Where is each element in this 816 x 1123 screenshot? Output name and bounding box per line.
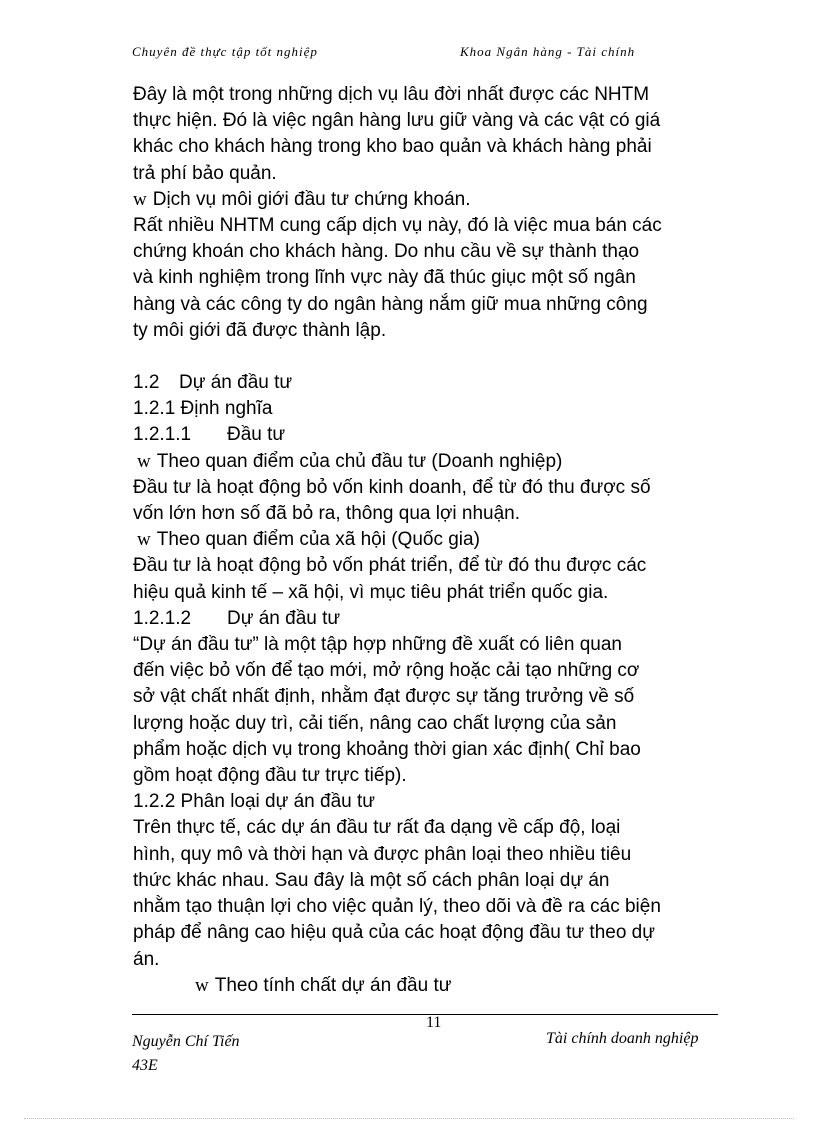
- text-line: nhằm tạo thuận lợi cho việc quản lý, theo dõi và đề ra các biện: [133, 896, 661, 918]
- section-heading: [133, 606, 753, 632]
- section-title: Phân loại dự án đầu tư: [180, 791, 376, 813]
- section-heading: [133, 789, 753, 815]
- text-line: hàng và các công ty do ngân hàng nắm giữ mua những công: [133, 293, 648, 315]
- text-line: khác cho khách hàng trong kho bao quản và khách hàng phải: [133, 136, 652, 158]
- section-number: 1.2.2: [133, 791, 176, 813]
- section-number: 1.2.1.1: [133, 424, 192, 446]
- text-line: Trên thực tế, các dự án đầu tư rất đa dạng về cấp độ, loại: [133, 817, 621, 839]
- text-line: án.: [133, 948, 160, 970]
- footer-divider: [132, 1014, 718, 1015]
- section-title: Dự án đầu tư: [179, 372, 293, 394]
- text-line: sở vật chất nhất định, nhằm đạt được sự tăng trưởng về số: [133, 686, 635, 708]
- bullet-text: Theo quan điểm của chủ đầu tư (Doanh nghiệp): [156, 450, 563, 472]
- bullet-line: [133, 973, 753, 999]
- header-right: Khoa Ngân hàng - Tài chính: [460, 44, 636, 59]
- footer-author: Nguyễn Chí Tiến: [132, 1033, 240, 1050]
- section-title: Định nghĩa: [180, 398, 273, 420]
- text-line: Đầu tư là hoạt động bỏ vốn phát triển, để từ đó thu được các: [133, 555, 647, 577]
- footer-class: 43E: [132, 1057, 158, 1074]
- bullet-icon: w: [137, 450, 151, 472]
- text-line: thức khác nhau. Sau đây là một số cách phân loại dự án: [133, 869, 610, 891]
- section-number: 1.2.1.2: [133, 607, 192, 629]
- bullet-icon: w: [137, 529, 151, 551]
- text-line: gồm hoạt động đầu tư trực tiếp).: [133, 765, 407, 787]
- text-line: pháp để nâng cao hiệu quả của các hoạt động đầu tư theo dự: [133, 922, 655, 944]
- bullet-text: Theo tính chất dự án đầu tư: [214, 974, 452, 996]
- text-line: chứng khoán cho khách hàng. Do nhu cầu về sự thành thạo: [133, 241, 640, 263]
- text-line: phẩm hoặc dịch vụ trong khoảng thời gian xác định( Chỉ bao: [133, 738, 641, 760]
- section-title: Dự án đầu tư: [227, 607, 341, 629]
- bullet-line: [133, 449, 753, 475]
- text-line: thực hiện. Đó là việc ngân hàng lưu giữ vàng và các vật có giá: [133, 110, 661, 132]
- bullet-line: [133, 187, 753, 213]
- text-line: vốn lớn hơn số đã bỏ ra, thông qua lợi nhuận.: [133, 503, 521, 525]
- section-heading: [133, 370, 753, 396]
- text-line: Đây là một trong những dịch vụ lâu đời nhất được các NHTM: [133, 84, 650, 105]
- section-number: 1.2.1: [133, 398, 176, 420]
- text-line: hiệu quả kinh tế – xã hội, vì mục tiêu phát triển quốc gia.: [133, 581, 609, 603]
- text-line: “Dự án đầu tư” là một tập hợp những đề xuất có liên quan: [133, 634, 622, 656]
- header-left: Chuyên đề thực tập tốt nghiệp: [132, 44, 318, 59]
- document-body: [133, 82, 753, 999]
- footer-major: Tài chính doanh nghiệp: [546, 1030, 699, 1047]
- section-title: Đầu tư: [227, 424, 286, 446]
- blank-line: [133, 344, 753, 370]
- bullet-text: Dịch vụ môi giới đầu tư chứng khoán.: [152, 188, 471, 210]
- bullet-icon: w: [195, 974, 209, 996]
- bullet-line: [133, 527, 753, 553]
- text-line: đến việc bỏ vốn để tạo mới, mở rộng hoặc cải tạo những cơ: [133, 660, 640, 682]
- section-heading: [133, 396, 753, 422]
- page-number: 11: [426, 1014, 442, 1031]
- page-edge-divider: [24, 1118, 794, 1119]
- bullet-icon: w: [133, 188, 147, 210]
- text-line: hình, quy mô và thời hạn và được phân loại theo nhiều tiêu: [133, 843, 632, 865]
- section-number: 1.2: [133, 372, 160, 394]
- text-line: lượng hoặc duy trì, cải tiến, nâng cao chất lượng của sản: [133, 712, 617, 734]
- text-line: và kinh nghiệm trong lĩnh vực này đã thúc giục một số ngân: [133, 267, 636, 289]
- text-line: Rất nhiều NHTM cung cấp dịch vụ này, đó là việc mua bán các: [133, 215, 662, 237]
- text-line: trả phí bảo quản.: [133, 162, 277, 184]
- text-line: Đầu tư là hoạt động bỏ vốn kinh doanh, để từ đó thu được số: [133, 476, 651, 498]
- bullet-text: Theo quan điểm của xã hội (Quốc gia): [156, 529, 480, 551]
- text-line: ty môi giới đã được thành lập.: [133, 319, 387, 341]
- footer-author-block: [132, 1030, 240, 1078]
- section-heading: [133, 422, 753, 448]
